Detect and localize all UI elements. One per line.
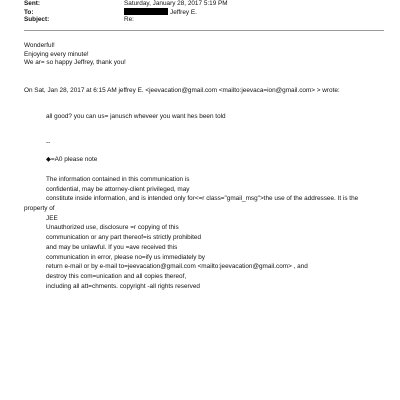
- disclaimer-line: including all att=chments. copyright -all rights reserved: [46, 282, 200, 290]
- reply-line: Wonderful!: [24, 42, 55, 49]
- reply-body: [24, 42, 126, 68]
- to-label: To:: [24, 9, 34, 16]
- subject-value: Re:: [124, 16, 134, 23]
- redaction-bar: [124, 8, 168, 15]
- disclaimer-line: Unauthorized use, disclosure =r copying of this: [46, 224, 179, 232]
- reply-line: Enjoying every minute!: [24, 50, 89, 58]
- disclaimer-line: confidential, may be attorney-client privileged, may: [46, 185, 190, 193]
- quoted-message: all good? you can us= janusch wheveer you want hes been told: [46, 113, 226, 120]
- disclaimer-line: communication or any part thereof=is strictly prohibited: [46, 234, 202, 242]
- disclaimer: [24, 175, 359, 291]
- disclaimer-line: constitute inside information, and is intended only for<=r class="gmail_msg">the use of the addressee. It is the: [46, 195, 359, 203]
- subject-label: Subject:: [24, 16, 50, 23]
- disclaimer-line: property of: [24, 205, 55, 213]
- sent-value: Saturday, January 28, 2017 5:19 PM: [124, 0, 228, 7]
- disclaimer-line: communication in error, please no=ify us immediately by: [46, 253, 205, 261]
- disclaimer-line: The information contained in this communication is: [46, 176, 190, 183]
- disclaimer-line: JEE: [46, 214, 58, 222]
- disclaimer-line: and may be unlawful. If you =ave received this: [46, 243, 178, 251]
- reply-line: We ar= so happy Jeffrey, thank you!: [24, 59, 126, 67]
- sent-label: Sent:: [24, 0, 40, 7]
- signature-separator: --: [46, 139, 51, 146]
- quote-intro: On Sat, Jan 28, 2017 at 6:15 AM jeffrey E. <jeevacation@gmail.com <mailto:jeevaca=ion@gmail.com> > wrote:: [24, 87, 340, 94]
- sent-row: [24, 0, 228, 8]
- to-value: Jeffrey E.: [170, 9, 197, 16]
- header-divider: [24, 30, 384, 31]
- disclaimer-line: return e-mail or by e-mail to=jeevacation@gmail.com <mailto:jeevacation@gmail.com> , and: [46, 263, 308, 271]
- subject-row: [24, 16, 134, 24]
- please-note: ◆=A0 please note: [46, 156, 98, 163]
- disclaimer-line: destroy this com=unication and all copies thereof,: [46, 272, 187, 280]
